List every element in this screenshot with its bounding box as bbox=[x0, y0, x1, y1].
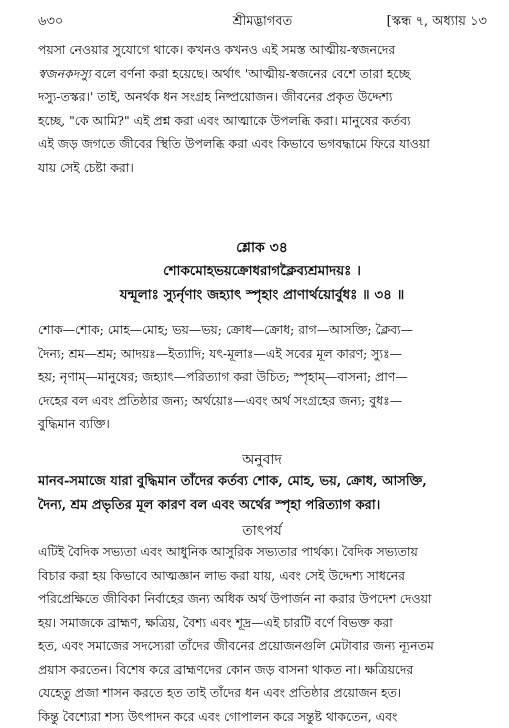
synonyms-line: বুদ্ধিমান ব্যক্তি। bbox=[38, 412, 486, 436]
purport-heading: তাৎপর্য bbox=[38, 519, 486, 543]
book-title: শ্রীমদ্ভাগবত bbox=[38, 12, 487, 33]
synonyms-line: শোক—শোক; মোহ—মোহ; ভয়—ভয়; ক্রোধ—ক্রোধ; রাগ—আসক্তি; ক্লৈব্য— bbox=[38, 318, 486, 342]
purport-line: পরিপ্রেক্ষিতে জীবিকা নির্বাহের জন্য অধিক অর্থ উপার্জন না করার উপদেশ দেওয়া bbox=[38, 587, 486, 611]
intro-line: হচ্ছে, "কে আমি?" এই প্রশ্ন করা এবং আত্মাকে উপলব্ধি করা। মানুষের কর্তব্য bbox=[38, 109, 486, 133]
intro-line: দস্যু-তস্কর।' তাই, অনর্থক ধন সংগ্রহ নিষ্প্রয়োজন। জীবনের প্রকৃত উদ্দেশ্য bbox=[38, 85, 486, 109]
translation-block bbox=[38, 470, 486, 518]
intro-line: যায় সেই চেষ্টা করা। bbox=[38, 156, 486, 180]
purport-line: হত, এবং সমাজের সদস্যেরা তাঁদের জীবনের প্রয়োজনগুলি মেটাবার জন্য ন্যূনতম bbox=[38, 634, 486, 658]
intro-line: পয়সা নেওয়ার সুযোগে থাকে। কখনও কখনও এই সমস্ত আত্মীয়-স্বজনদের bbox=[38, 38, 486, 62]
section-reference: [স্কন্ধ ৭, অধ্যায় ১৩ bbox=[387, 12, 487, 33]
purport-line: প্রয়াস করতেন। বিশেষ করে ব্রাহ্মণদের কোন জড় বাসনা থাকত না। ক্ষত্রিয়দের bbox=[38, 658, 486, 682]
intro-line: এই জড় জগতে জীবের স্থিতি উপলব্ধি করা এবং কিভাবে ভগবদ্ধামে ফিরে যাওয়া bbox=[38, 132, 486, 156]
purport-line: হয়। সমাজকে ব্রাহ্মণ, ক্ষত্রিয়, বৈশ্য এবং শূদ্র—এই চারটি বর্ণে বিভক্ত করা bbox=[38, 611, 486, 635]
purport-line: এটিই বৈদিক সভ্যতা এবং আধুনিক আসুরিক সভ্যতার পার্থক্য। বৈদিক সভ্যতায় bbox=[38, 540, 486, 564]
intro-line bbox=[38, 62, 486, 86]
purport-line: বিচার করা হয় কিভাবে আত্মজ্ঞান লাভ করা যায়, এবং সেই উদ্দেশ্য সাধনের bbox=[38, 564, 486, 588]
translation-line: মানব-সমাজে যারা বুদ্ধিমান তাঁদের কর্তব্য শোক, মোহ, ভয়, ক্রোধ, আসক্তি, bbox=[38, 470, 486, 494]
synonyms-block bbox=[38, 318, 486, 436]
purport-block bbox=[38, 540, 486, 728]
intro-italic-term: স্বজনকদস্যু bbox=[38, 66, 91, 81]
running-header bbox=[38, 12, 487, 32]
verse-line-1: শোকমোহভয়ক্রোধরাগক্লৈব্যশ্রমাদয়ঃ । bbox=[38, 260, 486, 283]
synonyms-line: হয়; নৃণাম্—মানুষের; জহ্যাৎ—পরিত্যাগ করা উচিত; স্পৃহাম্—বাসনা; প্রাণ— bbox=[38, 365, 486, 389]
translation-heading: অনুবাদ bbox=[38, 448, 486, 472]
purport-line: কিন্তু বৈশ্যেরা শস্য উৎপাদন করে এবং গোপালন করে সন্তুষ্ট থাকতেন, এবং bbox=[38, 705, 486, 728]
intro-paragraph bbox=[38, 38, 486, 179]
synonyms-line: দেহের বল এবং প্রতিষ্ঠার জন্য; অর্থয়োঃ—এবং অর্থ সংগ্রহের জন্য; বুধঃ— bbox=[38, 389, 486, 413]
intro-line-rest: বলে বর্ণনা করা হয়েছে। অর্থাৎ 'আত্মীয়-স্বজনের বেশে তারা হচ্ছে bbox=[91, 66, 410, 81]
verse-line-2: যন্মূলাঃ স্যুর্নৃণাং জহ্যাৎ স্পৃহাং প্রাণার্থয়োর্বুধঃ ॥ ৩৪ ॥ bbox=[38, 284, 486, 307]
purport-line: যেহেতু প্রজা শাসন করতে হত তাই তাঁদের ধন এবং প্রতিষ্ঠার প্রয়োজন হত। bbox=[38, 681, 486, 705]
synonyms-line: দৈন্য; শ্রম—শ্রম; আদয়ঃ—ইত্যাদি; যৎ-মূলাঃ—এই সবের মূল কারণ; স্যুঃ— bbox=[38, 342, 486, 366]
verse-heading: শ্লোক ৩৪ bbox=[38, 236, 486, 260]
translation-line: দৈন্য, শ্রম প্রভৃতির মূল কারণ বল এবং অর্থের স্পৃহা পরিত্যাগ করা। bbox=[38, 494, 486, 518]
page-number: ৬৩০ bbox=[38, 12, 63, 33]
